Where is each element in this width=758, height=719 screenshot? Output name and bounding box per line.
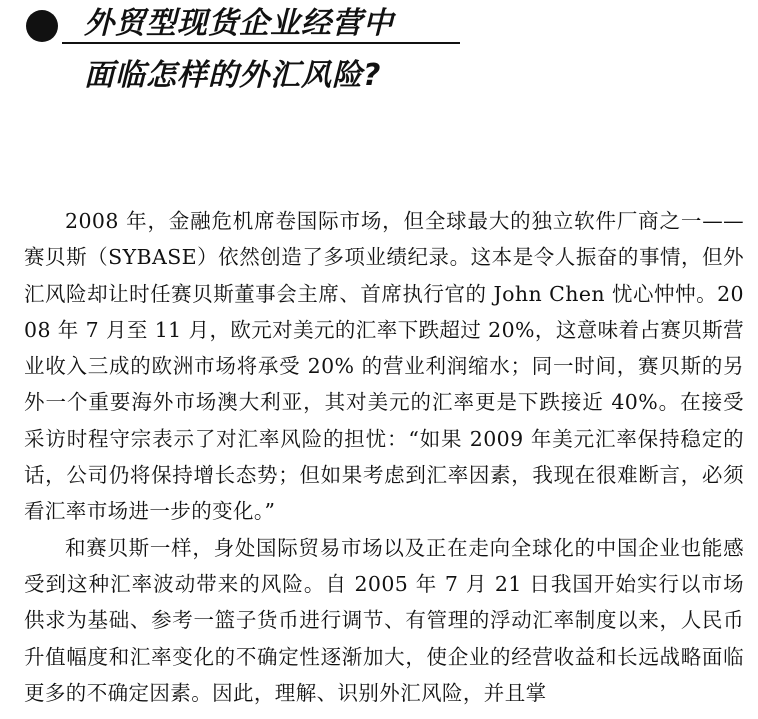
paragraph-2: 和赛贝斯一样，身处国际贸易市场以及正在走向全球化的中国企业也能感受到这种汇率波动带来的风险。自 2005 年 7 月 21 日我国开始实行以市场供求为基础、参考一篮子货币进行调节、有管理的浮动汇率制度以来，人民币升值幅度和汇率变化的不确定性逐渐加大，使企业的经营收益和长远战略面临更多的不确定因素。因此，理解、识别外汇风险，并且掌 bbox=[24, 535, 744, 705]
paragraph-1: 2008 年，金融危机席卷国际市场，但全球最大的独立软件厂商之一——赛贝斯（SYBASE）依然创造了多项业绩纪录。这本是令人振奋的事情，但外汇风险却让时任赛贝斯董事会主席、首席执行官的 John Chen 忧心忡忡。2008 年 7 月至 11 月，欧元对美元的汇率下跌超过 20%，这意味着占赛贝斯营业收入三成的欧洲市场将承受 20% 的营业利润缩水；同一时间，赛贝斯的另外一个重要海外市场澳大利亚，其对美元的汇率更是下跌接近 40%。在接受采访时程守宗表示了对汇率风险的担忧：“如果 2009 年美元汇率保持稳定的话，公司仍将保持增长态势；但如果考虑到汇率因素，我现在很难断言，必须看汇率市场进一步的变化。” bbox=[24, 209, 744, 524]
title-underline bbox=[62, 42, 460, 44]
bullet-circle-icon bbox=[26, 10, 58, 42]
section-title-line-1: 外贸型现货企业经营中 bbox=[84, 6, 394, 41]
body-text bbox=[24, 203, 744, 711]
section-header bbox=[0, 0, 758, 120]
section-title-line-2: 面临怎样的外汇风险? bbox=[84, 58, 382, 93]
